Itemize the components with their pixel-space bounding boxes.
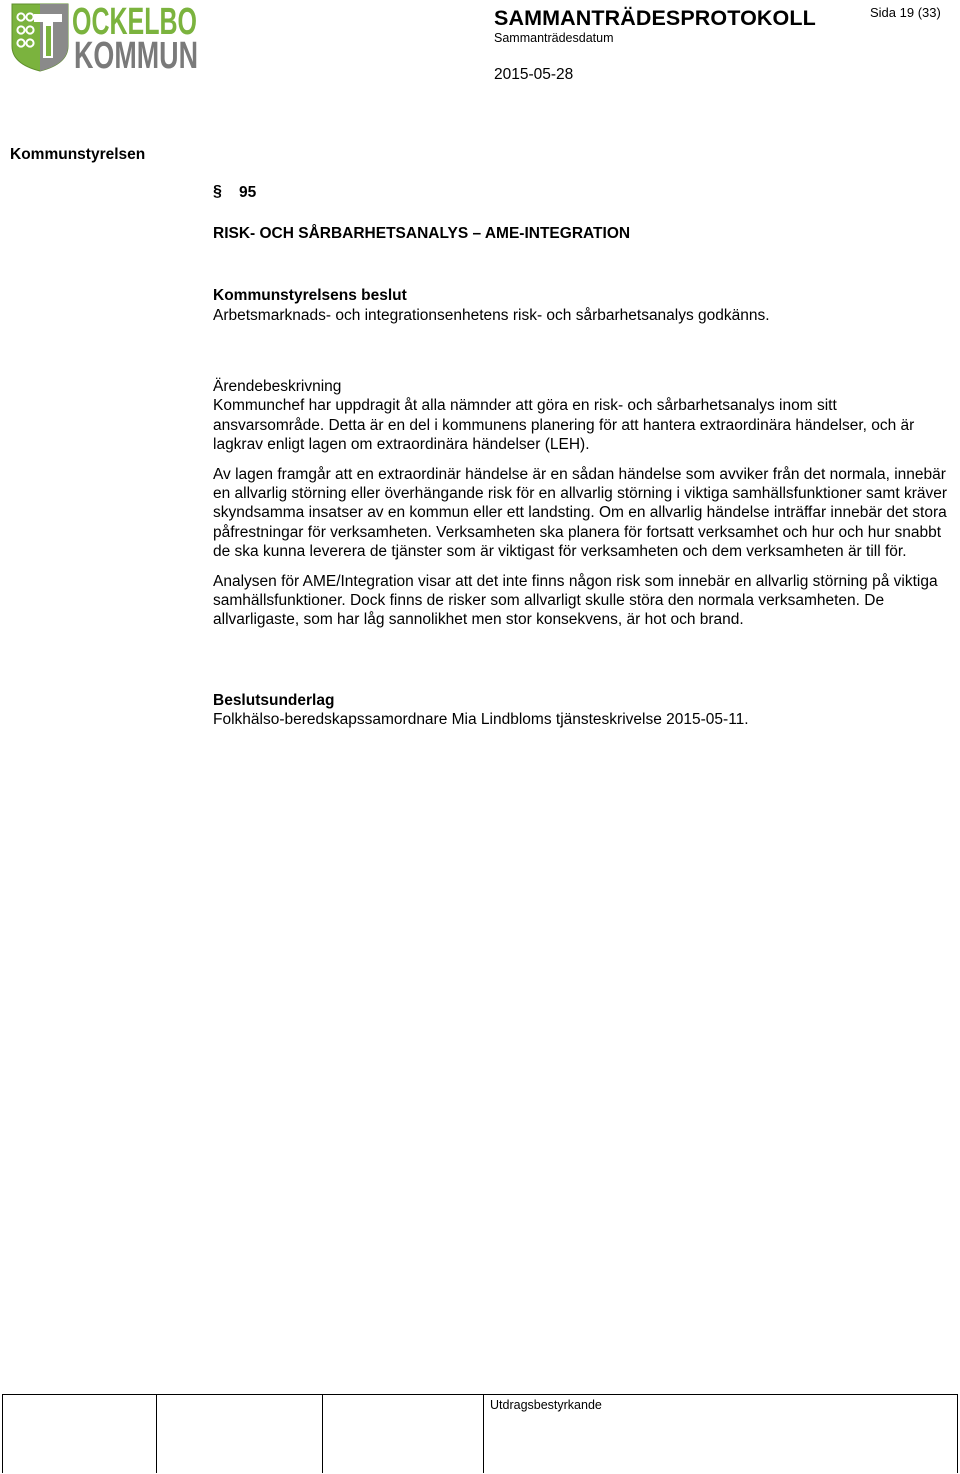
meeting-date: 2015-05-28 bbox=[494, 66, 574, 83]
basis-section bbox=[213, 691, 951, 730]
organization-name: Kommunstyrelsen bbox=[10, 146, 146, 163]
document-title: SAMMANTRÄDESPROTOKOLL bbox=[494, 6, 816, 30]
signature-cell-2 bbox=[157, 1395, 323, 1473]
paragraph-number: 95 bbox=[239, 184, 257, 201]
basis-heading: Beslutsunderlag bbox=[213, 692, 335, 709]
ockelbo-kommun-logo-icon bbox=[10, 0, 200, 77]
signature-cell-1 bbox=[3, 1395, 157, 1473]
description-paragraph-1: Kommunchef har uppdragit åt alla nämnder att göra en risk- och sårbarhetsanalys inom sitt ansvarsområde. Detta är en del i kommunens planering för att hantera extraordinära händelser, och är lagkrav enligt lagen om extraordinära händelser (LEH). bbox=[213, 397, 915, 454]
decision-section bbox=[213, 286, 951, 326]
subject-heading: RISK- OCH SÅRBARHETSANALYS – AME-INTEGRATION bbox=[213, 225, 631, 242]
description-paragraph-2: Av lagen framgår att en extraordinär händelse är en sådan händelse som avviker från det normala, innebär en allvarlig störning eller överhängande risk för en allvarlig störning i viktiga samhällsfunktioner samt kräver skyndsamma insatser av en kommun eller ett landsting. Om en allvarlig händelse inträffar innebär det stora påfrestningar för verksamheten. Verksamheten ska planera för fortsatt verksamhet och hur och hur snabbt de ska kunna leverera de tjänster som är viktigast för verksamheten och dem verksamheten är till för. bbox=[213, 465, 948, 561]
page-number: Sida 19 (33) bbox=[870, 5, 941, 20]
extract-certifier-cell bbox=[484, 1395, 958, 1473]
decision-text: Arbetsmarknads- och integrationsenhetens risk- och sårbarhetsanalys godkänns. bbox=[213, 307, 770, 325]
logo-line2: KOMMUN bbox=[74, 35, 198, 77]
basis-text: Folkhälso-beredskapssamordnare Mia Lindbloms tjänsteskrivelse 2015-05-11. bbox=[213, 711, 749, 729]
meeting-date-label: Sammanträdesdatum bbox=[494, 31, 614, 45]
decision-heading: Kommunstyrelsens beslut bbox=[213, 287, 407, 304]
description-heading: Ärendebeskrivning bbox=[213, 378, 342, 395]
paragraph-sign: § bbox=[213, 183, 222, 200]
signature-cell-3 bbox=[323, 1395, 484, 1473]
description-section bbox=[213, 377, 951, 630]
description-paragraph-3: Analysen för AME/Integration visar att det inte finns någon risk som innebär en allvarlig störning på viktiga samhällsfunktioner. Dock finns de risker som allvarligt skulle störa den normala verksamheten. De allvarligaste, som har låg sannolikhet men stor konsekvens, är hot och brand. bbox=[213, 572, 938, 629]
extract-certifier-label: Utdragsbestyrkande bbox=[490, 1398, 602, 1412]
signature-table bbox=[2, 1394, 958, 1473]
logo-line1: OCKELBO bbox=[72, 1, 197, 43]
